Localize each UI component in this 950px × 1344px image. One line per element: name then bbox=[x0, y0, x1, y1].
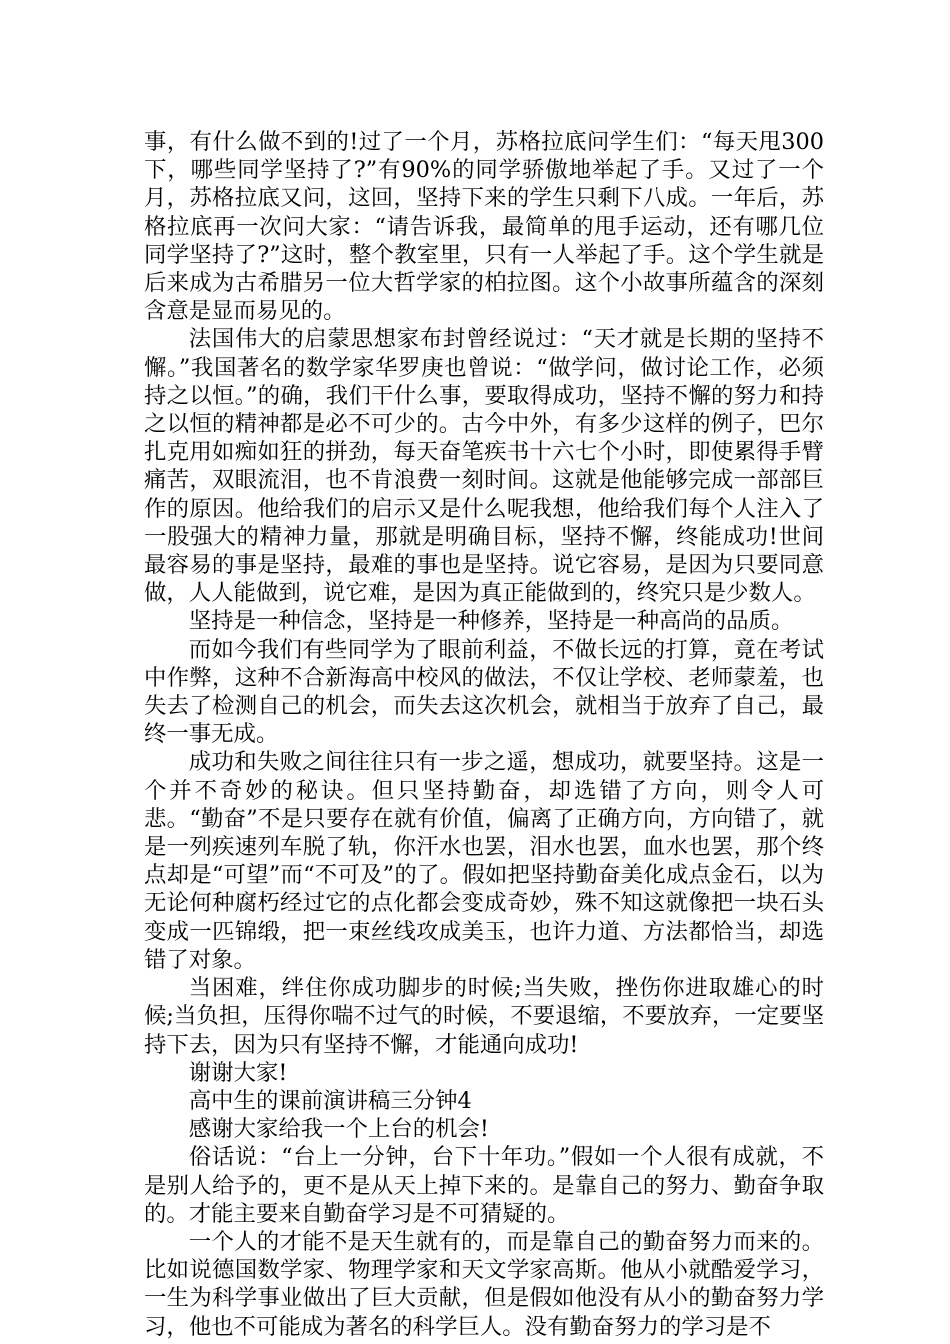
paragraph-cheating: 而如今我们有些同学为了眼前利益，不做长远的打算，竟在考试中作弊，这种不合新海高中校风的做法，不仅让学校、老师蒙羞，也失去了检测自己的机会，而失去这次机会，就相当于放弃了自己，最终一事无成。 bbox=[144, 636, 824, 748]
section-heading-speech-4: 高中生的课前演讲稿三分钟4 bbox=[188, 1087, 472, 1114]
paragraph-gauss: 一个人的才能不是天生就有的，而是靠自己的勤奋努力而来的。比如说德国数学家、物理学家和天文学家高斯。他从小就酷爱学习，一生为科学事业做出了巨大贡献，但是假如他没有从小的勤奋努力学习，他也不可能成为著名的科学巨人。没有勤奋努力的学习是不 bbox=[144, 1228, 824, 1340]
paragraph-persistence-quotes: 法国伟大的启蒙思想家布封曾经说过：“天才就是长期的坚持不懈。”我国著名的数学家华罗庚也曾说：“做学问，做讨论工作，必须持之以恒。”的确，我们干什么事，要取得成功，坚持不懈的努力和持之以恒的精神都是必不可少的。古今中外，有多少这样的例子，巴尔扎克用如痴如狂的拼劲，每天奋笔疾书十六七个小时，即使累得手臂痛苦，双眼流泪，也不肯浪费一刻时间。这就是他能够完成一部部巨作的原因。他给我们的启示又是什么呢我想，他给我们每个人注入了一股强大的精神力量，那就是明确目标，坚持不懈，终能成功!世间最容易的事是坚持，最难的事也是坚持。说它容易，是因为只要同意做，人人能做到，说它难，是因为真正能做到的，终究只是少数人。 bbox=[144, 326, 824, 607]
paragraph-persistence-definition: 坚持是一种信念，坚持是一种修养，坚持是一种高尚的品质。 bbox=[188, 608, 794, 635]
paragraph-success-failure: 成功和失败之间往往只有一步之遥，想成功，就要坚持。这是一个并不奇妙的秘诀。但只坚持勤奋，却选错了方向，则令人可悲。“勤奋”不是只要存在就有价值，偏离了正确方向，方向错了，就是一列疾速列车脱了轨，你汗水也罢，泪水也罢，血水也罢，那个终点却是“可望”而“不可及”的了。假如把坚持勤奋美化成点金石，以为无论何种腐朽经过它的点化都会变成奇妙，殊不知这就像把一块石头变成一匹锦缎，把一束丝线攻成美玉，也许力道、方法都恰当，却选错了对象。 bbox=[144, 749, 824, 973]
document-body bbox=[144, 128, 824, 1341]
paragraph-proverb: 俗话说：“台上一分钟，台下十年功。”假如一个人很有成就，不是别人给予的，更不是从天上掉下来的。是靠自己的努力、勤奋争取的。才能主要来自勤奋学习是不可猜疑的。 bbox=[144, 1144, 824, 1227]
paragraph-dont-give-up: 当困难，绊住你成功脚步的时候;当失败，挫伤你进取雄心的时候;当负担，压得你喘不过气的时候，不要退缩，不要放弃，一定要坚持下去，因为只有坚持不懈，才能通向成功! bbox=[144, 975, 824, 1058]
paragraph-greeting: 感谢大家给我一个上台的机会! bbox=[188, 1116, 489, 1143]
paragraph-thanks: 谢谢大家! bbox=[188, 1059, 288, 1086]
paragraph-socrates-story: 事，有什么做不到的!过了一个月，苏格拉底问学生们：“每天甩300下，哪些同学坚持了?”有90%的同学骄傲地举起了手。又过了一个月，苏格拉底又问，这回，坚持下来的学生只剩下八成。一年后，苏格拉底再一次问大家：“请告诉我，最简单的甩手运动，还有哪几位同学坚持了?”这时，整个教室里，只有一人举起了手。这个学生就是后来成为古希腊另一位大哲学家的柏拉图。这个小故事所蕴含的深刻含意是显而易见的。 bbox=[144, 129, 824, 325]
